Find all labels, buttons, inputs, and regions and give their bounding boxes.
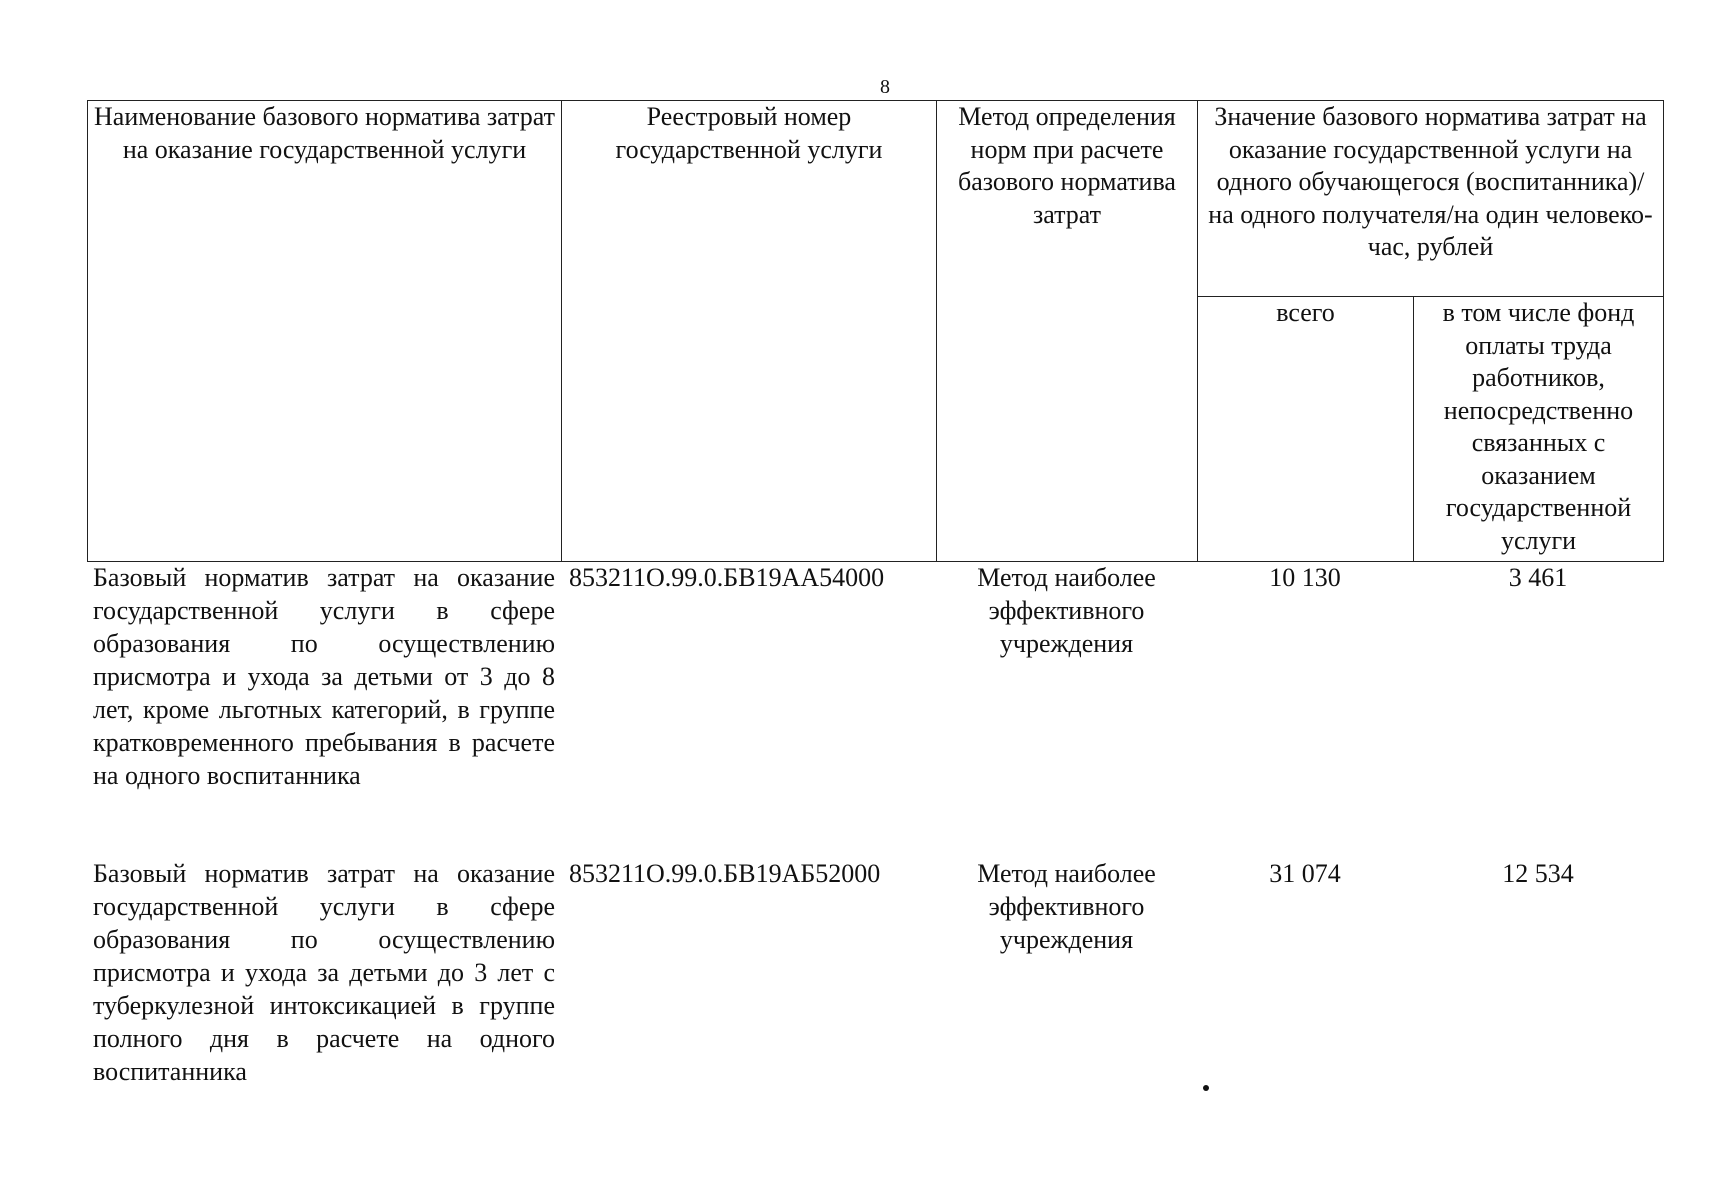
header-sub-total: всего (1198, 297, 1414, 562)
table-row (87, 857, 1663, 1117)
row-wage: 3 461 (1508, 563, 1568, 592)
header-col-name: Наименование базового норматива затрат на оказание государственной услуги (88, 101, 562, 562)
row-name: Базовый норматив затрат на оказание государственной услуги в сфере образования по осуществлению присмотра и ухода за детьми до 3 лет с туберкулезной интоксикацией в группе полного дня в расчете на одного воспитанника (93, 859, 555, 1086)
row-method: Метод наиболее эффективного учреждения (977, 859, 1156, 954)
header-col-method: Метод определения норм при расчете базового норматива затрат (937, 101, 1198, 562)
table-header (87, 100, 1664, 562)
table-body (87, 561, 1663, 1117)
row-wage: 12 534 (1502, 859, 1574, 888)
row-method: Метод наиболее эффективного учреждения (977, 563, 1156, 658)
row-code: 853211О.99.0.БВ19АБ52000 (569, 859, 881, 888)
row-code: 853211О.99.0.БВ19АА54000 (569, 563, 885, 592)
scan-speck (1203, 1085, 1209, 1091)
header-col-value: Значение базового норматива затрат на оказание государственной услуги на одного обучающегося (воспитанника)/на одного получателя/на один человеко-час, рублей (1198, 101, 1664, 297)
row-total: 10 130 (1269, 563, 1341, 592)
page-number: 8 (880, 76, 890, 98)
table-row (87, 561, 1663, 857)
row-total: 31 074 (1269, 859, 1341, 888)
header-sub-wage: в том числе фонд оплаты труда работников, непосредственно связанных с оказанием государственной услуги (1414, 297, 1664, 562)
row-name: Базовый норматив затрат на оказание государственной услуги в сфере образования по осуществлению присмотра и ухода за детьми от 3 до 8 лет, кроме льготных категорий, в группе кратковременного пребывания в расчете на одного воспитанника (93, 563, 555, 790)
header-col-registry: Реестровый номер государственной услуги (562, 101, 937, 562)
